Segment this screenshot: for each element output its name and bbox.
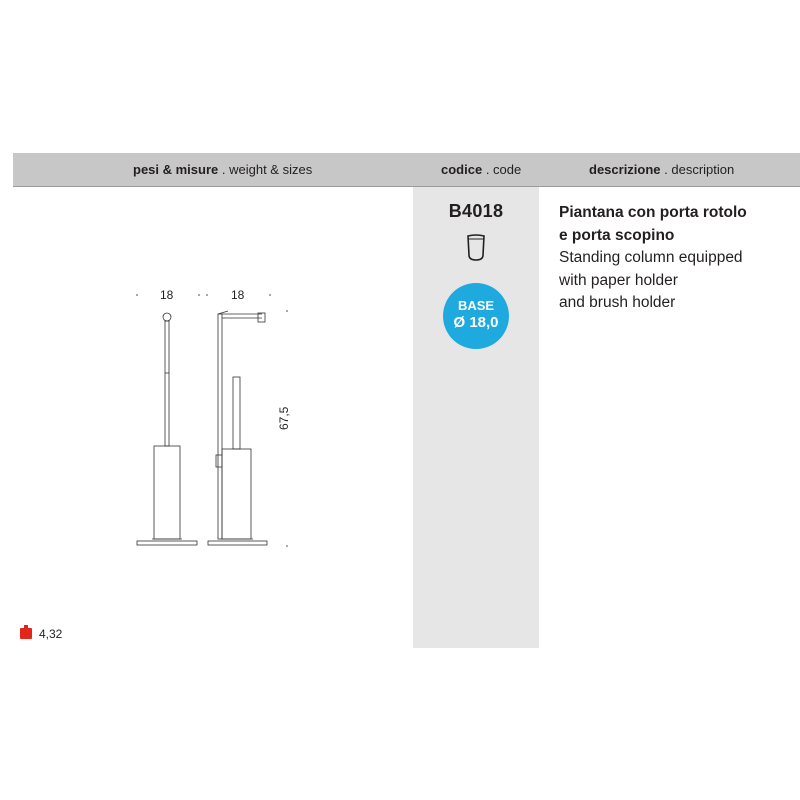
product-description xyxy=(559,202,794,315)
code-column xyxy=(413,187,539,648)
weight-icon xyxy=(20,625,32,639)
dim-dot xyxy=(206,294,208,296)
header-weight-sizes-it: pesi & misure xyxy=(133,162,219,177)
header-weight-sizes xyxy=(133,153,312,186)
weight-value: 4,32 xyxy=(39,627,63,641)
base-diameter-value: Ø 18,0 xyxy=(453,314,499,331)
dim-dot xyxy=(286,310,288,312)
description-italian-line-1: Piantana con porta rotolo xyxy=(559,204,747,221)
product-line-drawing xyxy=(120,280,300,560)
dimension-width-side: 18 xyxy=(231,288,245,302)
dim-dot xyxy=(136,294,138,296)
header-description xyxy=(589,153,734,186)
header-description-it: descrizione xyxy=(589,162,661,177)
side-view xyxy=(208,311,267,545)
header-code-it: codice xyxy=(441,162,483,177)
dim-dot xyxy=(198,294,200,296)
front-view xyxy=(137,313,197,545)
dimension-width-front: 18 xyxy=(160,288,174,302)
header-code xyxy=(441,153,521,186)
header-description-en: . description xyxy=(664,162,735,177)
dim-dot xyxy=(269,294,271,296)
dimension-height: 67,5 xyxy=(277,406,291,430)
wall-plate-icon xyxy=(464,233,488,263)
header-code-en: . code xyxy=(485,162,522,177)
base-label: BASE xyxy=(457,298,495,313)
dim-dot xyxy=(286,545,288,547)
header-weight-sizes-en: . weight & sizes xyxy=(221,162,313,177)
description-italian-line-2: e porta scopino xyxy=(559,226,675,244)
base-diameter-badge xyxy=(443,283,509,349)
description-english-line-2: with paper holder xyxy=(559,271,678,289)
product-code: B4018 xyxy=(448,201,504,221)
description-english-line-3: and brush holder xyxy=(559,294,676,311)
table-header xyxy=(13,153,800,187)
description-english-line-1: Standing column equipped xyxy=(559,249,743,266)
